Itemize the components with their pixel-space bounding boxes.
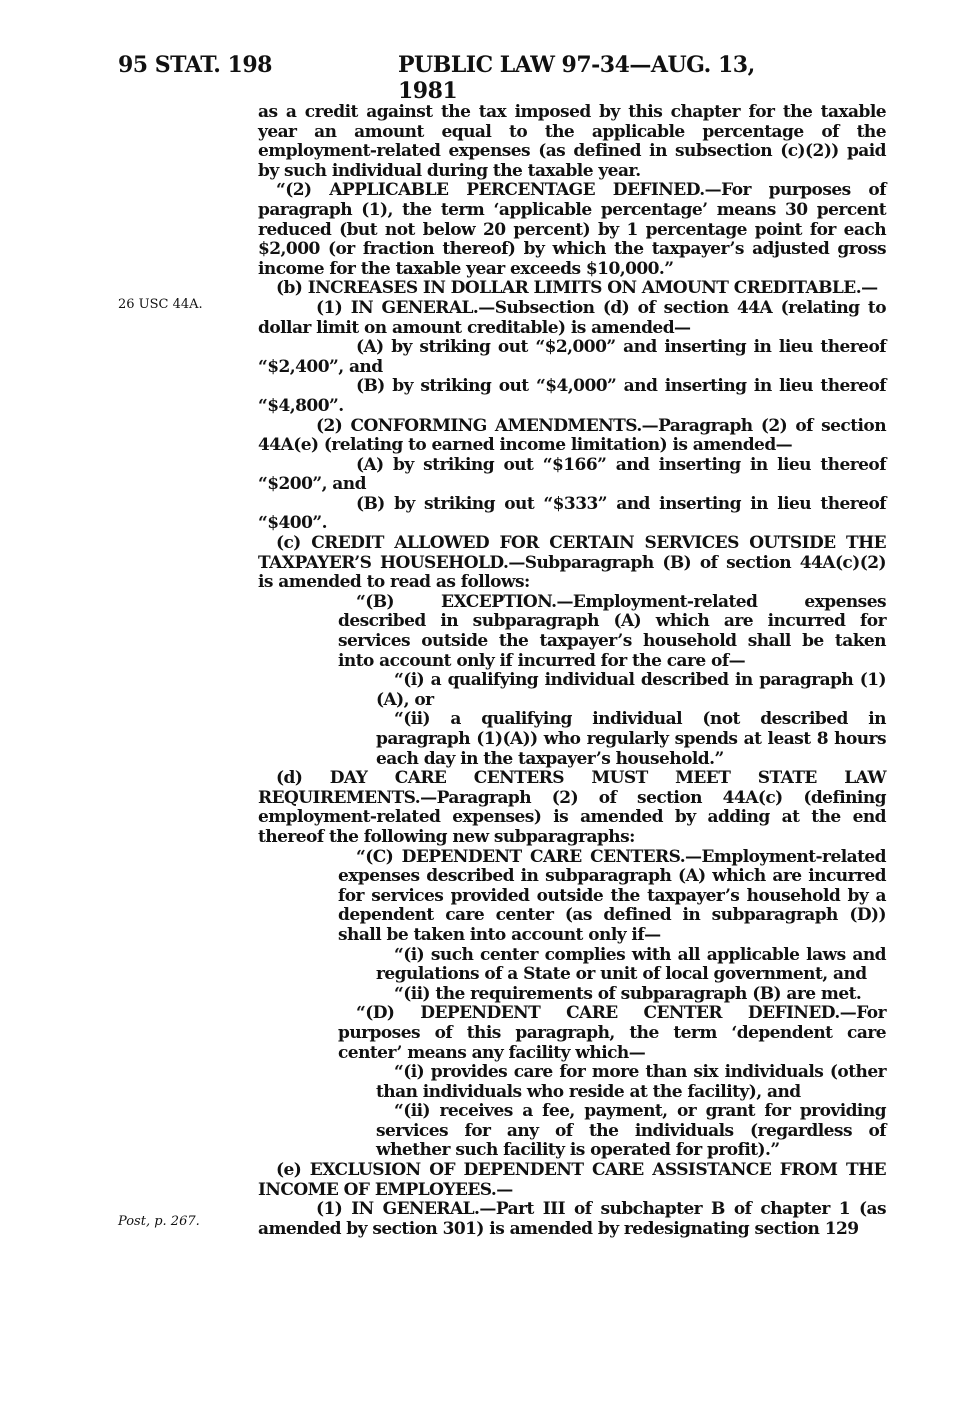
list-item: (A) by striking out “$166” and inserting in lieu thereof “$200”, and: [258, 454, 886, 495]
quoted-clause: “(ii) the requirements of subparagraph (B) are met.: [394, 983, 862, 1004]
list-item: (B) by striking out “$333” and inserting in lieu thereof “$400”.: [258, 493, 886, 534]
margin-note-usc: 26 USC 44A.: [118, 297, 203, 312]
section-heading: (e) EXCLUSION OF DEPENDENT CARE ASSISTANCE FROM THE INCOME OF EMPLOYEES.—: [258, 1160, 886, 1200]
paragraph: as a credit against the tax imposed by this chapter for the taxable year an amount equal to the applicable percentage of the employment-related expenses (as defined in subsection (c)(2)) paid by such individual during the taxable year.: [258, 102, 886, 181]
quoted-clause: “(ii) receives a fee, payment, or grant for providing services for any of the individuals (regardless of whether such facility is operated for profit).”: [376, 1101, 886, 1161]
quoted-subparagraph: “(B) EXCEPTION.—Employment-related expenses described in subparagraph (A) which are incurred for services outside the taxpayer’s household shall be taken into account only if incurred for the care of—: [338, 591, 886, 671]
section-heading: (c) CREDIT ALLOWED FOR CERTAIN SERVICES OUTSIDE THE TAXPAYER’S HOUSEHOLD.—Subparagraph (B) of section 44A(c)(2) is amended to read as follows:: [258, 533, 886, 593]
list-item: (A) by striking out “$2,000” and inserting in lieu thereof “$2,400”, and: [258, 337, 886, 377]
quoted-subparagraph: “(D) DEPENDENT CARE CENTER DEFINED.—For purposes of this paragraph, the term ‘dependent care center’ means any facility which—: [338, 1003, 886, 1063]
paragraph: (1) IN GENERAL.—Subsection (d) of section 44A (relating to dollar limit on amount creditable) is amended—: [258, 297, 886, 338]
quoted-clause: “(i) such center complies with all applicable laws and regulations of a State or unit of local government, and: [376, 944, 886, 985]
quoted-clause: “(i) provides care for more than six individuals (other than individuals who reside at the facility), and: [376, 1062, 886, 1102]
margin-note-post: Post, p. 267.: [118, 1214, 200, 1229]
quoted-subparagraph: “(C) DEPENDENT CARE CENTERS.—Employment-related expenses described in subparagraph (A) which are incurred for services provided outside the taxpayer’s household by a dependent care center (as defined in subparagraph (D)) shall be taken into account only if—: [338, 846, 886, 945]
quoted-clause: “(ii) a qualifying individual (not described in paragraph (1)(A)) who regularly spends at least 8 hours each day in the taxpayer’s household.”: [376, 709, 886, 769]
law-title: PUBLIC LAW 97-34—AUG. 13, 1981: [398, 52, 755, 104]
section-heading: (d) DAY CARE CENTERS MUST MEET STATE LAW REQUIREMENTS.—Paragraph (2) of section 44A(c) (defining employment-related expenses) is amended by adding at the end thereof the following new subparagraphs:: [258, 768, 886, 847]
paragraph: (1) IN GENERAL.—Part III of subchapter B of chapter 1 (as amended by section 301) is amended by redesignating section 129: [258, 1199, 886, 1239]
paragraph: “(2) APPLICABLE PERCENTAGE DEFINED.—For purposes of paragraph (1), the term ‘applicable percentage’ means 30 percent reduced (but not below 20 percent) by 1 percentage point for each $2,000 (or fraction thereof) by which the taxpayer’s adjusted gross income for the taxable year exceeds $10,000.”: [258, 180, 886, 279]
paragraph: (2) CONFORMING AMENDMENTS.—Paragraph (2) of section 44A(e) (relating to earned income limitation) is amended—: [258, 415, 886, 456]
quoted-clause: “(i) a qualifying individual described in paragraph (1)(A), or: [376, 670, 886, 710]
document-body: [258, 103, 886, 1239]
stat-page-number: 95 STAT. 198: [118, 52, 272, 78]
section-heading: (b) INCREASES IN DOLLAR LIMITS ON AMOUNT CREDITABLE.—: [276, 278, 878, 299]
list-item: (B) by striking out “$4,000” and inserting in lieu thereof “$4,800”.: [258, 376, 886, 416]
